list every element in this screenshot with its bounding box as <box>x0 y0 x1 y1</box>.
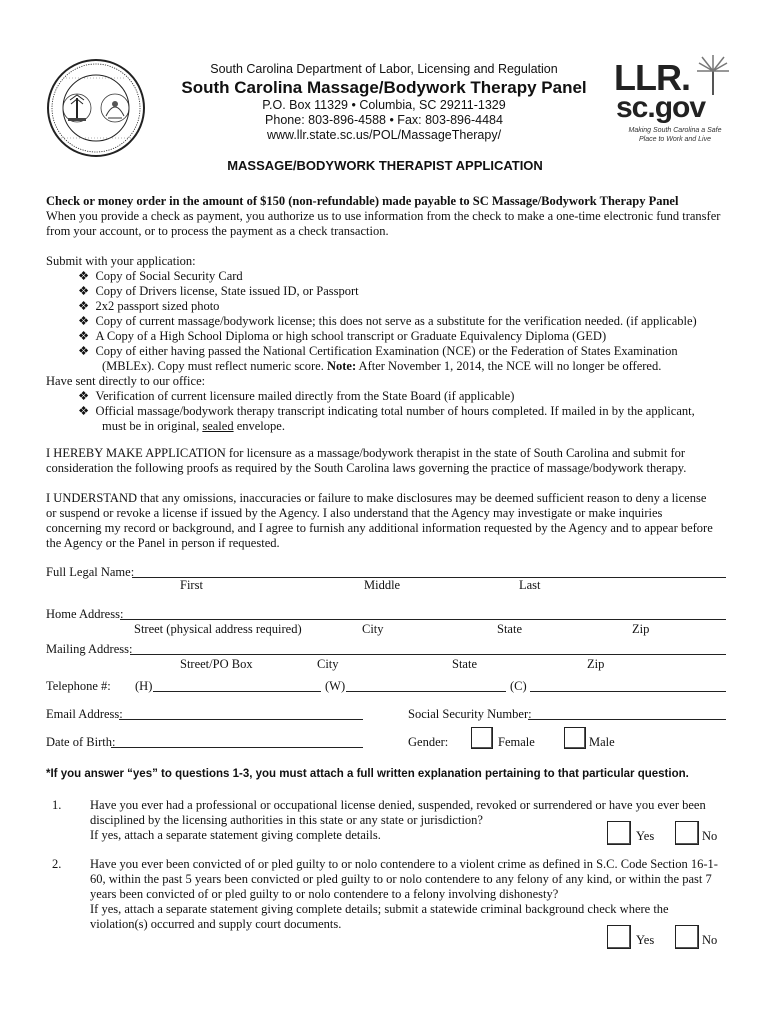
ssn-field[interactable] <box>528 719 726 720</box>
hereby-line-1: I HEREBY MAKE APPLICATION for licensure as a massage/bodywork therapist in the state of South Carolina and submit for <box>46 446 686 460</box>
mailing-zip-caption: Zip <box>587 657 605 671</box>
understand-line-2: or suspend or revoke a license if issued by the Agency. I also understand that the Agency may investigate or make inquiries <box>46 506 663 520</box>
dob-field[interactable] <box>111 747 363 748</box>
telephone-cell-label: (C) <box>510 679 527 693</box>
submit-item: ❖ 2x2 passport sized photo <box>78 299 220 313</box>
mailing-address-label: Mailing Address: <box>46 642 133 656</box>
understand-line-4: the Agency or the Panel in person if requested. <box>46 536 280 550</box>
panel-phone: Phone: 803-896-4588 • Fax: 803-896-4484 <box>265 113 503 127</box>
ssn-label: Social Security Number: <box>408 707 532 721</box>
legal-name-field[interactable] <box>132 577 726 578</box>
palmetto-icon <box>696 55 730 95</box>
middle-name-caption: Middle <box>364 578 401 592</box>
home-street-caption: Street (physical address required) <box>134 622 302 636</box>
question-1-yes-label: Yes <box>636 829 655 843</box>
bullet-icon: ❖ <box>78 269 90 283</box>
question-2-line-5: violation(s) occurred and supply court documents. <box>90 917 342 931</box>
male-checkbox[interactable] <box>564 727 586 749</box>
question-2-line-2: 60, within the past 5 years been convicted or pled guilty to or nolo contendere to any felony of any kind, or within the past 7 <box>90 872 712 886</box>
bullet-icon: ❖ <box>78 344 90 358</box>
female-checkbox[interactable] <box>471 727 493 749</box>
logo-tagline-1: Making South Carolina a Safe <box>628 127 722 134</box>
bullet-icon: ❖ <box>78 404 90 418</box>
home-address-field[interactable] <box>120 619 726 620</box>
sent-heading: Have sent directly to our office: <box>46 374 206 388</box>
question-2-line-1: Have you ever been convicted of or pled guilty to or nolo contendere to a violent crime as defined in S.C. Code Section 16-1- <box>90 857 718 871</box>
question-2-yes-label: Yes <box>636 933 655 947</box>
understand-line-3: concerning my record or background, and I agree to furnish any additional information requested by the Agency and to appear before <box>46 521 713 535</box>
submit-item: ❖ Copy of Drivers license, State issued ID, or Passport <box>78 284 359 298</box>
question-2-no-label: No <box>702 933 718 947</box>
telephone-home-label: (H) <box>135 679 153 693</box>
payment-instruction: Check or money order in the amount of $150 (non-refundable) made payable to SC Massage/Bodywork Therapy Panel <box>46 194 679 208</box>
telephone-home-field[interactable] <box>153 691 321 692</box>
question-2-line-3: years been convicted of or pled guilty to or nolo contendere to a felony involving dishonesty? <box>90 887 559 901</box>
email-field[interactable] <box>119 719 363 720</box>
mailing-address-field[interactable] <box>130 654 726 655</box>
submit-item: ❖ Copy of either having passed the National Certification Examination (NCE) or the Federation of States Examination <box>78 344 678 358</box>
panel-name: South Carolina Massage/Bodywork Therapy Panel <box>181 78 587 97</box>
email-label: Email Address: <box>46 707 123 721</box>
telephone-cell-field[interactable] <box>530 691 726 692</box>
questions-note: *If you answer “yes” to questions 1-3, you must attach a full written explanation pertaining to that particular question. <box>46 768 689 780</box>
hereby-line-2: consideration the following proofs as required by the South Carolina laws governing the practice of massage/bodywork therapy. <box>46 461 687 475</box>
question-1-line-3: If yes, attach a separate statement giving complete details. <box>90 828 381 842</box>
question-1-no-checkbox[interactable] <box>675 821 699 845</box>
department-name: South Carolina Department of Labor, Licensing and Regulation <box>210 62 558 76</box>
first-name-caption: First <box>180 578 203 592</box>
application-title: MASSAGE/BODYWORK THERAPIST APPLICATION <box>227 158 543 173</box>
home-state-caption: State <box>497 622 522 636</box>
mailing-state-caption: State <box>452 657 477 671</box>
last-name-caption: Last <box>519 578 541 592</box>
understand-line-1: I UNDERSTAND that any omissions, inaccuracies or failure to make disclosures may be deemed sufficient reason to deny a license <box>46 491 707 505</box>
male-label: Male <box>589 735 615 749</box>
home-address-label: Home Address: <box>46 607 124 621</box>
question-1-line-2: disciplined by the licensing authorities in this state or any state or jurisdiction? <box>90 813 483 827</box>
submit-item: ❖ Copy of current massage/bodywork license; this does not serve as a substitute for the verification needed. (if applicable) <box>78 314 697 328</box>
payment-line-2: from your account, or to process the payment as a check transaction. <box>46 224 389 238</box>
question-2-yes-checkbox[interactable] <box>607 925 631 949</box>
submit-item-continued: (MBLEx). Copy must reflect numeric score. Note: After November 1, 2014, the NCE will no longer be offered. <box>102 359 662 373</box>
bullet-icon: ❖ <box>78 389 90 403</box>
question-1-line-1: Have you ever had a professional or occupational license denied, suspended, revoked or surrendered or have you ever been <box>90 798 706 812</box>
dob-label: Date of Birth: <box>46 735 116 749</box>
payment-line-1: When you provide a check as payment, you authorize us to use information from the check to make a one-time electronic fund transfer <box>46 209 721 223</box>
logo-tagline-2: Place to Work and Live <box>639 136 711 143</box>
state-seal <box>46 58 146 158</box>
telephone-work-field[interactable] <box>346 691 506 692</box>
sent-item: ❖ Verification of current licensure mailed directly from the State Board (if applicable) <box>78 389 515 403</box>
sent-item-continued: must be in original, sealed envelope. <box>102 419 285 433</box>
home-zip-caption: Zip <box>632 622 650 636</box>
panel-url: www.llr.state.sc.us/POL/MassageTherapy/ <box>266 128 502 142</box>
telephone-work-label: (W) <box>325 679 346 693</box>
question-1-yes-checkbox[interactable] <box>607 821 631 845</box>
gender-label: Gender: <box>408 735 449 749</box>
bullet-icon: ❖ <box>78 314 90 328</box>
submit-item: ❖ A Copy of a High School Diploma or high school transcript or Graduate Equivalency Diploma (GED) <box>78 329 607 343</box>
question-1-no-label: No <box>702 829 718 843</box>
panel-address: P.O. Box 11329 • Columbia, SC 29211-1329 <box>262 98 506 112</box>
submit-item: ❖ Copy of Social Security Card <box>78 269 243 283</box>
bullet-icon: ❖ <box>78 284 90 298</box>
bullet-icon: ❖ <box>78 329 90 343</box>
bullet-icon: ❖ <box>78 299 90 313</box>
mailing-city-caption: City <box>317 657 339 671</box>
llr-logo <box>610 55 730 145</box>
submit-heading: Submit with your application: <box>46 254 196 268</box>
llr-logo-text: LLR. <box>614 57 690 98</box>
question-number: 1. <box>52 798 62 812</box>
question-2-no-checkbox[interactable] <box>675 925 699 949</box>
female-label: Female <box>498 735 535 749</box>
scgov-logo-text: sc.gov <box>616 91 706 124</box>
question-number: 2. <box>52 857 62 871</box>
telephone-label: Telephone #: <box>46 679 111 693</box>
legal-name-label: Full Legal Name: <box>46 565 135 579</box>
question-2-line-4: If yes, attach a separate statement giving complete details; submit a statewide criminal background check where the <box>90 902 669 916</box>
sent-item: ❖ Official massage/bodywork therapy transcript indicating total number of hours completed. If mailed in by the applicant, <box>78 404 695 418</box>
home-city-caption: City <box>362 622 384 636</box>
mailing-street-caption: Street/PO Box <box>180 657 253 671</box>
